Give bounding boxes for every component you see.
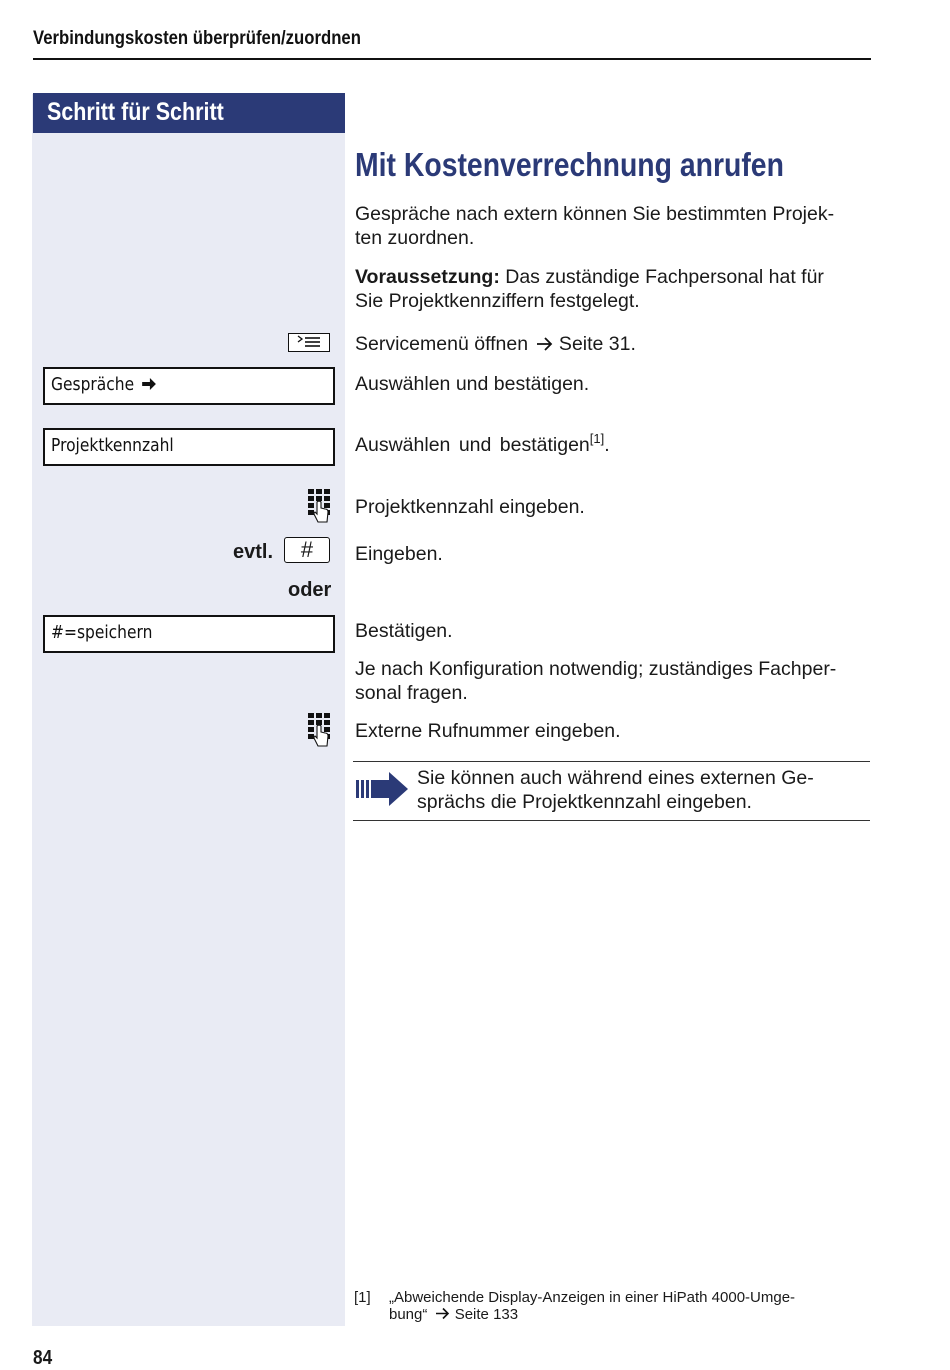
- header-divider: [33, 58, 871, 60]
- note-bottom-divider: [353, 820, 870, 821]
- config-note: [355, 657, 836, 705]
- config-line: sonal fragen.: [355, 682, 468, 704]
- page-number: 84: [33, 1347, 53, 1369]
- intro-paragraph: [355, 202, 834, 250]
- display-projektkennzahl: [43, 428, 335, 466]
- running-head: Verbindungskosten überprüfen/zuordnen: [33, 28, 361, 49]
- display-speichern-label: #=speichern: [51, 622, 153, 643]
- display-projektkennzahl-label: Projektkennzahl: [51, 435, 174, 456]
- arrow-right-icon: [142, 375, 157, 389]
- note-text: [417, 766, 814, 814]
- hash-key-icon: #: [284, 537, 330, 563]
- step-text: Auswählen und bestätigen: [355, 434, 590, 456]
- step-servicemenu-text: Servicemenü öffnen: [355, 333, 529, 355]
- keypad-icon: [307, 712, 333, 748]
- keypad-icon: [307, 488, 333, 524]
- footnote-line: bung“: [389, 1306, 428, 1323]
- footnote-text: [389, 1289, 795, 1323]
- config-line: Je nach Konfiguration notwendig; zuständiges Fachper-: [355, 658, 837, 680]
- prerequisite-text: Das zuständige Fachpersonal hat für: [499, 266, 824, 288]
- step-servicemenu-ref: Seite 31.: [553, 333, 636, 355]
- display-speichern: [43, 615, 335, 653]
- step-confirm: Bestätigen.: [355, 620, 453, 642]
- step-by-step-title: Schritt für Schritt: [47, 98, 224, 126]
- or-label: oder: [288, 579, 332, 601]
- display-gespraeche-label: Gespräche: [51, 374, 135, 395]
- page-ref-arrow-icon: [536, 334, 554, 350]
- prerequisite-label: Voraussetzung:: [355, 266, 500, 288]
- page-ref-arrow-icon: [435, 1307, 451, 1320]
- footnote-page-ref: Seite 133: [450, 1306, 519, 1323]
- step-enter-code: Projektkennzahl eingeben.: [355, 496, 585, 518]
- intro-line: ten zuordnen.: [355, 227, 475, 249]
- step-enter: Eingeben.: [355, 543, 443, 565]
- page-title: Mit Kostenverrechnung anrufen: [355, 146, 784, 183]
- optional-label: evtl.: [233, 541, 274, 563]
- note-line: sprächs die Projektkennzahl eingeben.: [417, 791, 752, 813]
- step-external-number: Externe Rufnummer eingeben.: [355, 720, 621, 742]
- step-select-confirm-footnoted: Auswählen und bestätigen[1].: [355, 431, 610, 456]
- note-arrow-icon: [355, 771, 409, 807]
- step-by-step-column: [32, 94, 345, 1326]
- display-gespraeche: [43, 367, 335, 405]
- footnote-marker: [1]: [354, 1289, 371, 1306]
- intro-line: Gespräche nach extern können Sie bestimmten Projek-: [355, 203, 835, 225]
- note-line: Sie können auch während eines externen Ge-: [417, 767, 814, 789]
- footnote-line: „Abweichende Display-Anzeigen in einer HiPath 4000-Umge-: [389, 1289, 796, 1306]
- note-top-divider: [353, 761, 870, 762]
- footnote-reference: [1]: [589, 431, 605, 446]
- service-menu-key-icon: [288, 333, 330, 352]
- prerequisite-paragraph: [355, 265, 824, 313]
- prerequisite-text: Sie Projektkennziffern festgelegt.: [355, 290, 640, 312]
- step-select-confirm: Auswählen und bestätigen.: [355, 373, 590, 395]
- step-servicemenu: [355, 332, 636, 356]
